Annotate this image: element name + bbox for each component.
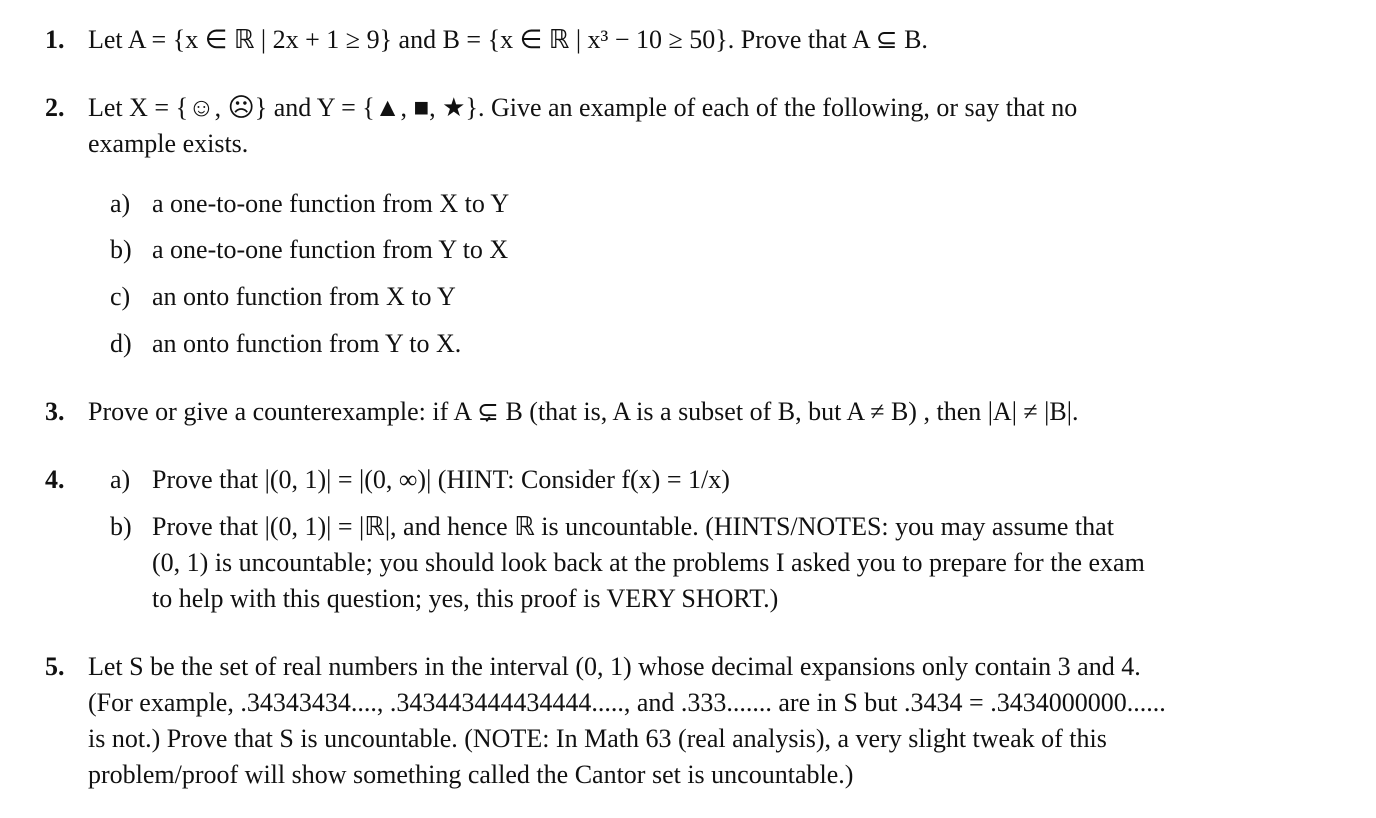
part-label: b) [110, 512, 132, 541]
part-text: Prove that |(0, 1)| = |ℝ|, and hence ℝ is uncountable. (HINTS/NOTES: you may assume that [152, 512, 1114, 541]
part-text: Prove that |(0, 1)| = |(0, ∞)| (HINT: Consider f(x) = 1/x) [152, 465, 730, 494]
problem-number: 3. [45, 397, 65, 426]
problem-text [88, 22, 1344, 58]
text-line: is not.) Prove that S is uncountable. (NOTE: In Math 63 (real analysis), a very slight tweak of this [88, 724, 1107, 753]
part-label: b) [110, 235, 132, 264]
part-text: a one-to-one function from X to Y [152, 189, 510, 218]
part-label: c) [110, 282, 131, 311]
part-text: an onto function from Y to X. [152, 329, 462, 358]
part-text: (0, 1) is uncountable; you should look back at the problems I asked you to prepare for the exam [152, 548, 1145, 577]
problem-number: 2. [45, 93, 65, 122]
text-line: example exists. [88, 129, 249, 158]
text-line: Let X = {☺, ☹} and Y = {▲, ■, ★}. Give an example of each of the following, or say that no [88, 93, 1078, 122]
problem-number: 4. [45, 465, 65, 494]
part-label: a) [110, 189, 131, 218]
problem-number: 1. [45, 25, 65, 54]
text-line: (For example, .34343434...., .343443444434444....., and .333....... are in S but .3434 = .3434000000...... [88, 688, 1166, 717]
part-label: d) [110, 329, 132, 358]
part-text: to help with this question; yes, this proof is VERY SHORT.) [152, 584, 779, 613]
problem-text [88, 90, 1344, 162]
text-line: Prove or give a counterexample: if A ⊊ B (that is, A is a subset of B, but A ≠ B) , then |A| ≠ |B|. [88, 397, 1079, 426]
text-line: problem/proof will show something called the Cantor set is uncountable.) [88, 760, 854, 789]
text-line: Let A = {x ∈ ℝ | 2x + 1 ≥ 9} and B = {x ∈ ℝ | x³ − 10 ≥ 50}. Prove that A ⊆ B. [88, 25, 928, 54]
problem-text [88, 649, 1344, 793]
problem-number: 5. [45, 652, 65, 681]
text-line: Let S be the set of real numbers in the interval (0, 1) whose decimal expansions only contain 3 and 4. [88, 652, 1141, 681]
part-label: a) [110, 465, 131, 494]
problem-text [88, 394, 1344, 430]
part-text: an onto function from X to Y [152, 282, 456, 311]
part-text: a one-to-one function from Y to X [152, 235, 509, 264]
